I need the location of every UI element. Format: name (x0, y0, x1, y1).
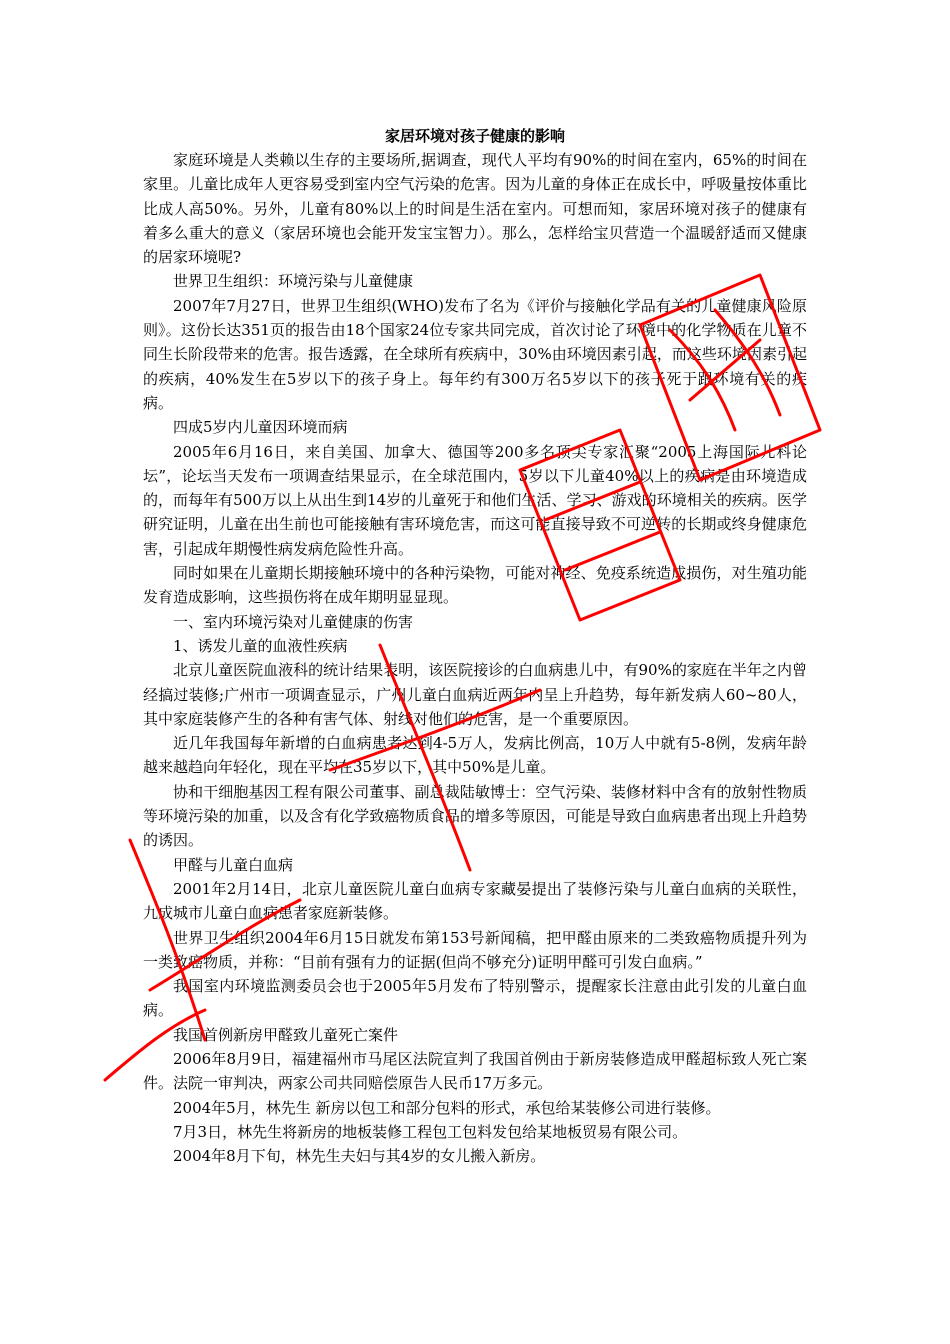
paragraph-long-term-exposure: 同时如果在儿童期长期接触环境中的各种污染物，可能对神经、免疫系统造成损伤，对生殖功能发育造成影响，这些损伤将在成年期明显显现。 (143, 564, 807, 607)
subheading-blood-disease: 1、诱发儿童的血液性疾病 (173, 636, 348, 655)
paragraph-intro: 家庭环境是人类赖以生存的主要场所,据调查，现代人平均有90%的时间在室内，65%的时间在家里。儿童比成年人更容易受到室内空气污染的危害。因为儿童的身体正在成长中，呼吸量按体重比比成人高50%。另外，儿童有80%以上的时间是生活在室内。可想而知，家居环境对孩子的健康有着多么重大的意义（家居环境也会能开发宝宝智力）。那么，怎样给宝贝营造一个温暖舒适而又健康的居家环境呢? (143, 151, 807, 267)
paragraph-dr-lu: 协和干细胞基因工程有限公司董事、副总裁陆敏博士：空气污染、装修材料中含有的放射性物质等环境污染的加重，以及含有化学致癌物质食品的增多等原因，可能是导致白血病患者出现上升趋势的诱因。 (143, 782, 807, 850)
paragraph-beijing-hospital: 北京儿童医院血液科的统计结果表明，该医院接诊的白血病患儿中，有90%的家庭在半年之内曾经搞过装修;广州市一项调查显示，广州儿童白血病近两年内呈上升趋势，每年新发病人60~80人，其中家庭装修产生的各种有害气体、射线对他们的危害，是一个重要原因。 (143, 661, 807, 728)
paragraph-leukemia-stats: 近几年我国每年新增的白血病患者达到4-5万人，发病比例高，10万人中就有5-8例，发病年龄越来越趋向年轻化，现在平均在35岁以下，其中50%是儿童。 (143, 734, 807, 777)
paragraph-warning: 我国室内环境监测委员会也于2005年5月发布了特别警示，提醒家长注意由此引发的儿童白血病。 (143, 977, 807, 1020)
section-heading-who: 世界卫生组织：环境污染与儿童健康 (173, 272, 414, 291)
paragraph-shanghai-forum: 2005年6月16日，来自美国、加拿大、德国等200多名顶尖专家汇聚“2005上海国际儿科论坛”，论坛当天发布一项调查结果显示，在全球范围内，5岁以下儿童40%以上的疾病是由环境造成的，而每年有500万以上从出生到14岁的儿童死于和他们生活、学习、游戏的环境相关的疾病。医学研究证明，儿童在出生前也可能接触有害环境危害，而这可能直接导致不可逆转的长期或终身健康危害，引起成年期慢性病发病危险性升高。 (143, 442, 807, 558)
paragraph-who-press-release: 世界卫生组织2004年6月15日就发布第153号新闻稿，把甲醛由原来的二类致癌物质提升列为一类致癌物质，并称：“目前有强有力的证据(但尚不够充分)证明甲醛可引发白血病。” (143, 928, 807, 971)
document-title: 家居环境对孩子健康的影响 (384, 127, 565, 145)
paragraph-2001-study: 2001年2月14日，北京儿童医院儿童白血病专家藏晏提出了装修污染与儿童白血病的关联性，九成城市儿童白血病患者家庭新装修。 (143, 879, 807, 923)
section-heading-indoor-pollution: 一、室内环境污染对儿童健康的伤害 (173, 612, 414, 631)
section-heading-first-case: 我国首例新房甲醛致儿童死亡案件 (173, 1025, 399, 1044)
document-page (143, 124, 807, 1168)
paragraph-move-in: 2004年8月下旬，林先生夫妇与其4岁的女儿搬入新房。 (173, 1147, 546, 1166)
section-heading-forty-percent: 四成5岁内儿童因环境而病 (173, 418, 348, 437)
paragraph-who-report: 2007年7月27日，世界卫生组织(WHO)发布了名为《评价与接触化学品有关的儿童健康风险原则》。这份长达351页的报告由18个国家24位专家共同完成，首次讨论了环境中的化学物质在儿童不同生长阶段带来的危害。报告透露，在全球所有疾病中，30%由环境因素引起，而这些环境因素引起的疾病，40%发生在5岁以下的孩子身上。每年约有300万名5岁以下的孩子死于跟环境有关的疾病。 (143, 296, 807, 412)
section-heading-formaldehyde: 甲醛与儿童白血病 (173, 855, 294, 874)
paragraph-floor-contract: 7月3日，林先生将新房的地板装修工程包工包料发包给某地板贸易有限公司。 (173, 1122, 688, 1141)
paragraph-renovation-contract: 2004年5月，林先生 新房以包工和部分包料的形式，承包给某装修公司进行装修。 (173, 1098, 721, 1117)
paragraph-court-ruling: 2006年8月9日，福建福州市马尾区法院宣判了我国首例由于新房装修造成甲醛超标致人死亡案件。法院一审判决，两家公司共同赔偿原告人民币17万多元。 (143, 1049, 807, 1093)
